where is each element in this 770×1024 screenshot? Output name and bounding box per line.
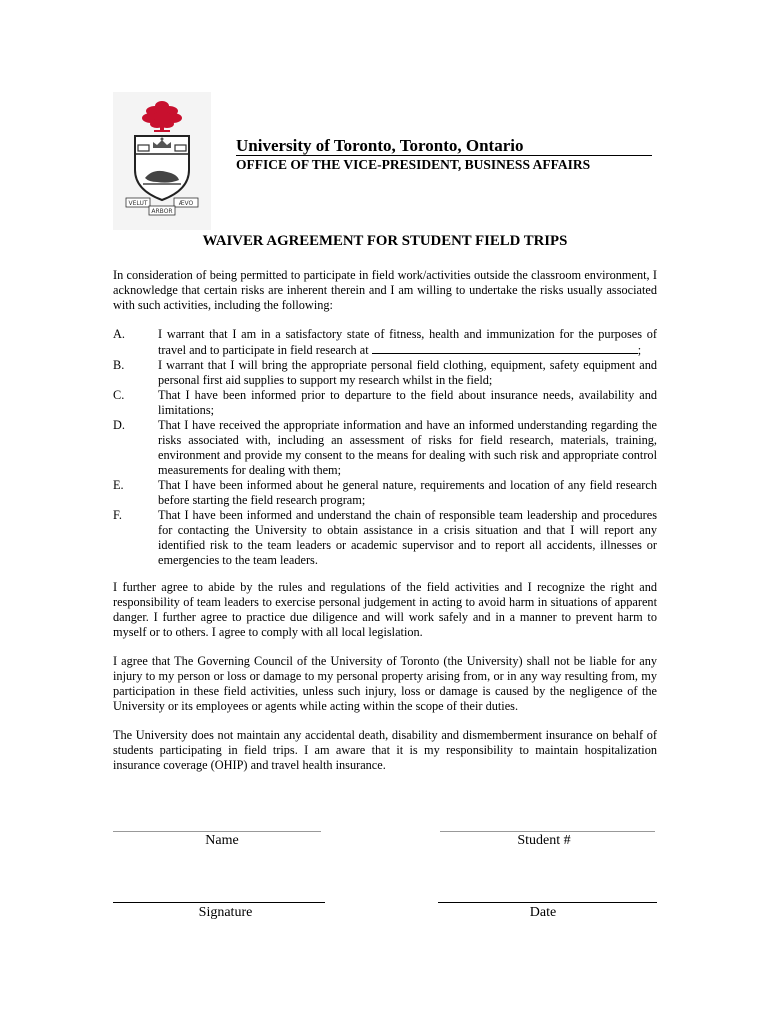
list-item-letter: D. bbox=[113, 418, 125, 432]
list-item bbox=[113, 388, 657, 418]
acknowledgement-list bbox=[113, 327, 657, 568]
field-location-blank[interactable] bbox=[372, 342, 638, 354]
university-crest-logo bbox=[113, 92, 211, 230]
motto-word-2: ARBOR bbox=[151, 208, 173, 215]
list-item-letter: E. bbox=[113, 478, 124, 492]
list-item-letter: A. bbox=[113, 327, 125, 341]
list-item-text: I warrant that I will bring the appropriate personal field clothing, equipment, safety equipment and personal first aid supplies to support my research whilst in the field; bbox=[158, 358, 657, 387]
shield-icon bbox=[135, 136, 189, 200]
intro-paragraph: In consideration of being permitted to participate in field work/activities outside the classroom environment, I acknowledge that certain risks are inherent therein and I am willing to undertake the risks usually associated with such activities, including the following: bbox=[113, 268, 657, 312]
university-title: University of Toronto, Toronto, Ontario bbox=[236, 136, 524, 155]
list-item-letter: F. bbox=[113, 508, 122, 522]
date-label: Date bbox=[529, 905, 557, 920]
list-item-letter: C. bbox=[113, 388, 125, 402]
list-item bbox=[113, 478, 657, 508]
date-field[interactable] bbox=[438, 902, 657, 903]
list-item bbox=[113, 358, 657, 388]
list-item-text: That I have been informed and understand the chain of responsible team leadership and procedures for contacting the University to obtain assistance in a crisis situation and that I will report any identified risk to the team leaders or academic supervisor and to report all accidents, illnesses or emergencies to the team leaders. bbox=[158, 508, 657, 567]
tree-icon bbox=[142, 101, 182, 132]
list-item bbox=[113, 327, 657, 358]
list-item-text: That I have received the appropriate information and have an informed understanding regarding the risks associated with, including an assessment of risks for field research, materials, training, environment and provide my consent to the means for dealing with such risk and appropriate control measurements for dealing with them; bbox=[158, 418, 657, 477]
list-item-text bbox=[158, 327, 657, 358]
list-item bbox=[113, 508, 657, 568]
motto-word-3: ÆVO bbox=[178, 200, 194, 207]
name-label: Name bbox=[205, 833, 239, 848]
list-item-letter: B. bbox=[113, 358, 125, 372]
crest-svg bbox=[113, 92, 211, 230]
office-subtitle: OFFICE OF THE VICE-PRESIDENT, BUSINESS AFFAIRS bbox=[236, 157, 591, 172]
rules-paragraph: I further agree to abide by the rules and regulations of the field activities and I recognize the right and responsibility of team leaders to exercise personal judgement in acting to avoid harm in situations of apparent danger. I further agree to practice due diligence and will work safely and in a manner to prevent harm to myself or to others. I agree to comply with all local legislation. bbox=[113, 580, 657, 639]
signature-field[interactable] bbox=[113, 902, 325, 903]
signature-label: Signature bbox=[198, 905, 253, 920]
name-field[interactable] bbox=[113, 831, 321, 832]
item-a-text: I warrant that I am in a satisfactory state of fitness, health and immunization for the purposes of travel and to participate in field research at bbox=[158, 327, 657, 357]
document-title: WAIVER AGREEMENT FOR STUDENT FIELD TRIPS bbox=[202, 233, 568, 249]
item-a-text-end: ; bbox=[637, 343, 642, 357]
header-rule bbox=[236, 155, 652, 156]
student-number-label: Student # bbox=[517, 833, 571, 848]
motto-word-1: VELUT bbox=[128, 200, 148, 207]
list-item bbox=[113, 418, 657, 478]
list-item-text: That I have been informed about he general nature, requirements and location of any field research before starting the field research program; bbox=[158, 478, 657, 507]
liability-paragraph: I agree that The Governing Council of the University of Toronto (the University) shall not be liable for any injury to my person or loss or damage to my personal property arising from, or in any way resulting from, my participation in these field activities, unless such injury, loss or damage is caused by the negligence of the University or its employees or agents while acting within the scope of their duties. bbox=[113, 654, 657, 713]
list-item-text: That I have been informed prior to departure to the field about insurance needs, availability and limitations; bbox=[158, 388, 657, 417]
insurance-paragraph: The University does not maintain any accidental death, disability and dismemberment insurance on behalf of students participating in field trips. I am aware that it is my responsibility to maintain hospitalization insurance coverage (OHIP) and travel health insurance. bbox=[113, 728, 657, 772]
student-number-field[interactable] bbox=[440, 831, 655, 832]
